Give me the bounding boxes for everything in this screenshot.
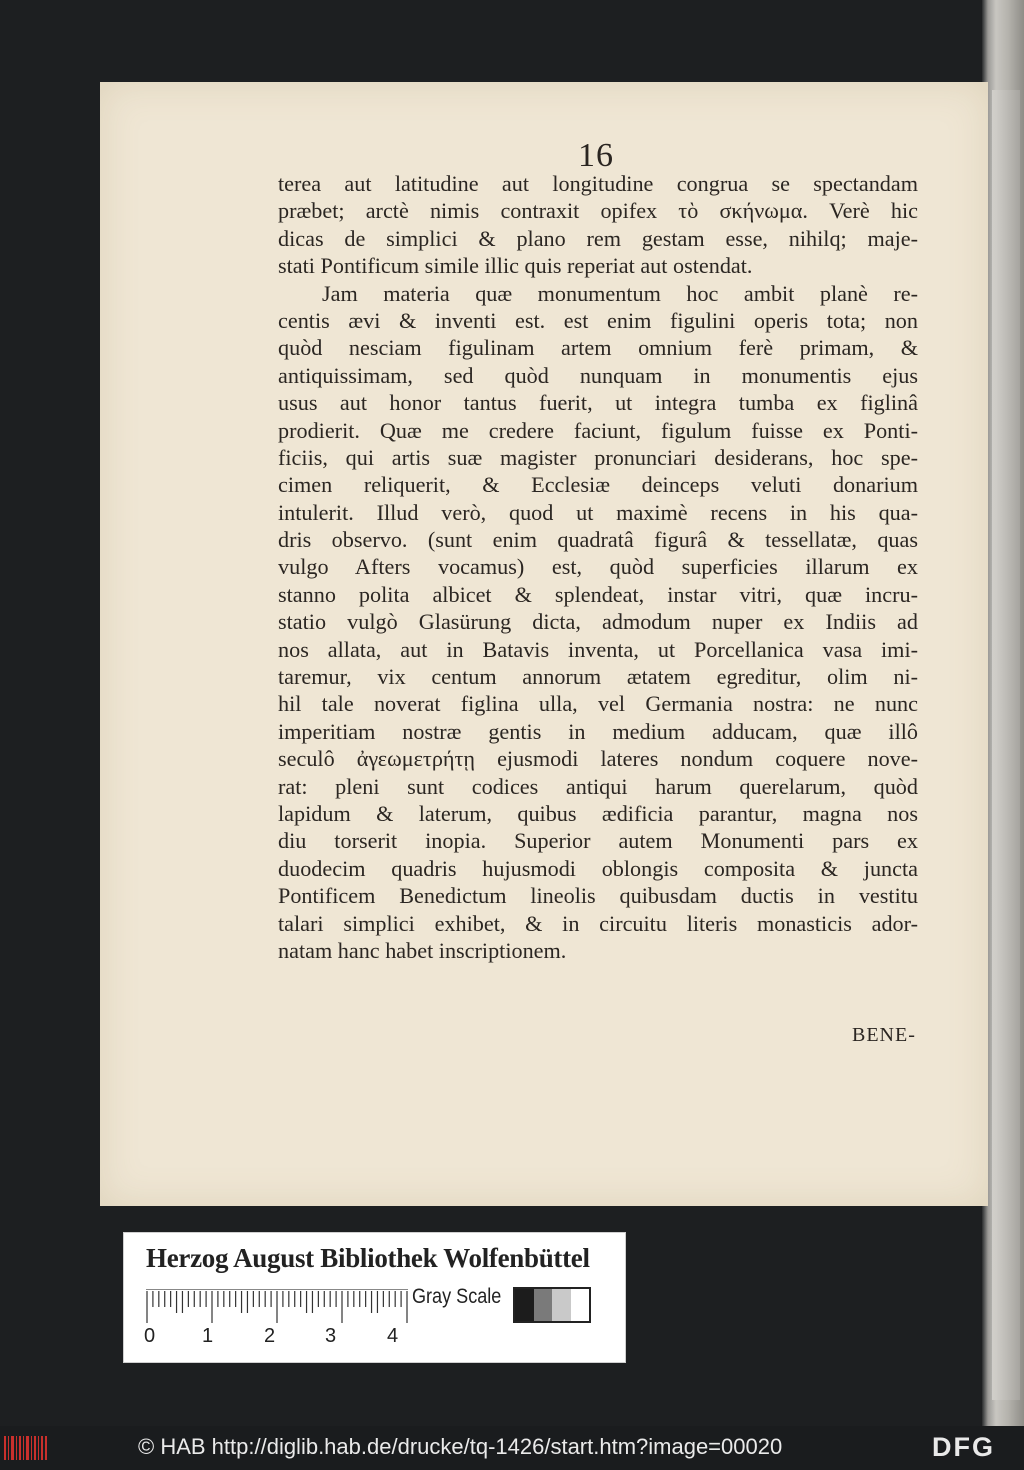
page-number: 16	[578, 137, 614, 174]
text-line: usus aut honor tantus fuerit, ut integra tumba ex figlinâ	[278, 390, 918, 416]
scale-number: 2	[264, 1325, 276, 1347]
text-line: duodecim quadris hujusmodi oblongis composita & juncta	[278, 855, 918, 881]
text-line: statio vulgò Glasürung dicta, admodum nuper ex Indiis ad	[278, 609, 918, 635]
scale-card	[123, 1232, 626, 1363]
dfg-logo: DFG	[932, 1432, 995, 1462]
text-line: nos allata, aut in Batavis inventa, ut Porcellanica vasa imi-	[278, 636, 918, 662]
scale-number: 3	[325, 1325, 337, 1347]
text-line: dris observo. (sunt enim quadratâ figurâ & tessellatæ, quas	[278, 527, 918, 553]
text-line: stati Pontificum simile illic quis reperiat aut ostendat.	[278, 253, 753, 279]
gray-swatch	[515, 1289, 534, 1321]
scale-numbers	[144, 1325, 414, 1351]
next-leaf-surface	[992, 90, 1020, 1400]
text-line: prodierit. Quæ me credere faciunt, figulum fuisse ex Ponti-	[278, 417, 918, 443]
footer-bar	[0, 1426, 1024, 1470]
scale-number: 4	[387, 1325, 399, 1347]
text-line: natam hanc habet inscriptionem.	[278, 937, 567, 963]
text-line: intulerit. Illud verò, quod ut maximè recens in his qua-	[278, 499, 918, 525]
next-leaf-edge	[982, 0, 1024, 1470]
text-line: Jam materia quæ monumentum hoc ambit planè re-	[322, 280, 918, 306]
gray-swatch	[571, 1289, 590, 1321]
text-line: centis ævi & inventi est. est enim figulini operis tota; non	[278, 307, 918, 333]
text-line: diu torserit inopia. Superior autem Monumenti pars ex	[278, 828, 918, 854]
text-line: Pontificem Benedictum lineolis quibusdam ductis in vestitu	[278, 883, 918, 909]
text-line: dicas de simplici & plano rem gestam esse, nihilq; maje-	[278, 225, 918, 251]
text-line: terea aut latitudine aut longitudine congrua se spectandam	[278, 171, 918, 196]
text-line: taremur, vix centum annorum ætatem egreditur, olim ni-	[278, 664, 918, 690]
book-page	[100, 82, 988, 1206]
text-line: lapidum & laterum, quibus ædificia parantur, magna nos	[278, 800, 918, 826]
scale-number: 1	[202, 1325, 214, 1347]
text-line: seculô ἀγεωμετρήτῃ ejusmodi lateres nondum coquere nove-	[278, 746, 918, 772]
gray-swatch	[552, 1289, 571, 1321]
gray-scale-label: Gray Scale	[412, 1285, 502, 1308]
text-line: antiquissimam, sed quòd nunquam in monumentis ejus	[278, 362, 918, 388]
gray-swatch	[534, 1289, 553, 1321]
text-line: vulgo Afters vocamus) est, quòd superficies illarum ex	[278, 554, 918, 580]
body-text	[278, 170, 918, 964]
text-line: stanno polita albicet & splendeat, instar vitri, quæ incru-	[278, 581, 918, 607]
text-line: ficiis, qui artis suæ magister pronunciari desiderans, hoc spe-	[278, 444, 918, 470]
gray-scale-swatches	[513, 1287, 591, 1323]
text-line: quòd nesciam figulinam artem omnium ferè primam, &	[278, 335, 918, 361]
text-line: cimen reliquerit, & Ecclesiæ deinceps veluti donarium	[278, 472, 918, 498]
copyright-url-text[interactable]: © HAB http://diglib.hab.de/drucke/tq-1426/start.htm?image=00020	[138, 1434, 783, 1459]
text-line: præbet; arctè nimis contraxit opifex τὸ σκήνωμα. Verè hic	[278, 198, 918, 224]
scale-number: 0	[144, 1325, 156, 1347]
text-line: talari simplici exhibet, & in circuitu literis monasticis ador-	[278, 910, 918, 936]
ruler-icon	[146, 1289, 408, 1323]
text-line: hil tale noverat figlina ulla, vel Germania nostra: ne nunc	[278, 691, 918, 717]
library-title: Herzog August Bibliothek Wolfenbüttel	[146, 1243, 590, 1273]
text-line: rat: pleni sunt codices antiqui harum querelarum, quòd	[278, 773, 918, 799]
text-line: imperitiam nostræ gentis in medium adducam, quæ illô	[278, 718, 918, 744]
barcode-icon	[4, 1434, 48, 1462]
catchword: BENE-	[852, 1024, 916, 1046]
